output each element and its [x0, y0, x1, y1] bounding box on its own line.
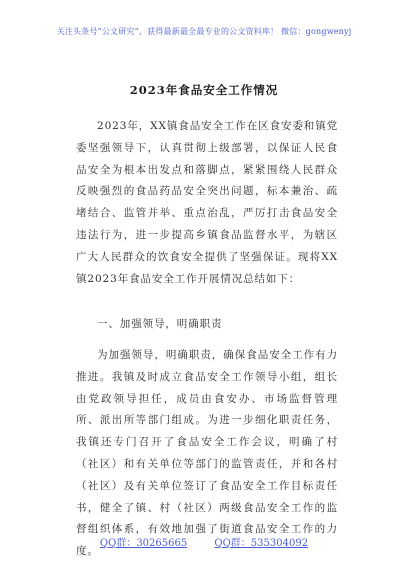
body-paragraph-2: 为加强领导，明确职责，确保食品安全工作有力推进。我镇及时成立食品安全工作领导小组，组长由党政领导担任，成员由食安办、市场监督管理所、派出所等部门组成。为进一步细化职责任务，我镇还专门召开了食品安全工作会议，明确了村（社区）和有关单位等部门的监管责任，并和各村（社区）及有关单位签订了食品安全工作目标责任书，健全了镇、村（社区）两级食品安全工作的监督组织体系，有效地加强了街道食品安全工作的力度。 [76, 349, 338, 558]
body-paragraph-1 [76, 116, 338, 290]
section-heading-1: 一、加强领导，明确职责 [97, 318, 223, 330]
footer-qq-group-1[interactable]: QQ群：30265665 [99, 538, 188, 549]
header-promo-note: 关注头条号“公文研究”，获得最新最全最专业的公文资料库！ 微信：gongwenyj [56, 27, 352, 36]
document-title: 2023年食品安全工作情况 [129, 83, 279, 97]
footer-contact [0, 534, 408, 549]
paragraph-1-text: 2023年，XX镇食品安全工作在区食安委和镇党委坚强领导下，认真贯彻上级部署，以保证人民食品安全为根本出发点和落脚点，紧紧围绕人民群众反映强烈的食品药品安全突出问题，标本兼治、疏堵结合、监管并举、重点治乱，严厉打击食品安全违法行为，进一步提高乡镇食品监督水平，为辖区广大人民群众的饮食安全提供了坚强保证。现将XX镇2023年食品安全工作开展情况总结如下： [76, 120, 338, 285]
footer-qq-group-2[interactable]: QQ群：535304092 [214, 538, 309, 549]
